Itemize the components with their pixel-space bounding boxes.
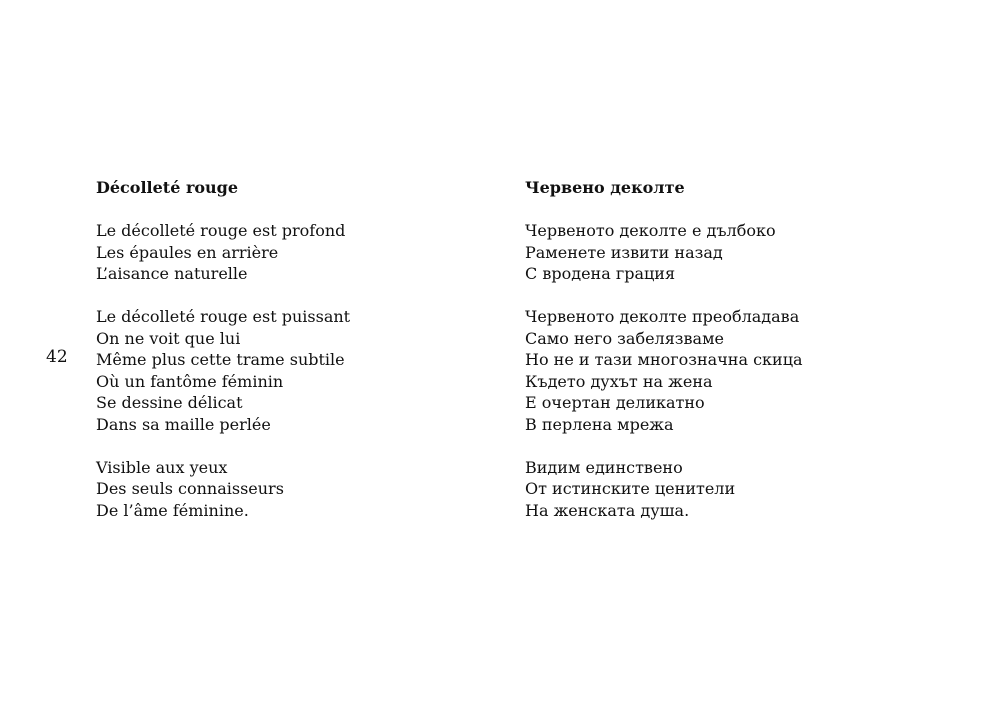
french-poem bbox=[96, 177, 516, 543]
poem-line: Même plus cette trame subtile bbox=[96, 350, 345, 369]
stanza bbox=[525, 220, 945, 285]
poem-line: Des seuls connaisseurs bbox=[96, 479, 284, 498]
poem-line: С вродена грация bbox=[525, 264, 676, 283]
poem-line: Червеното деколте преобладава bbox=[525, 307, 800, 326]
poem-line: Visible aux yeux bbox=[96, 457, 228, 477]
poem-line: Червеното деколте е дълбоко bbox=[525, 221, 776, 240]
poem-line: Se dessine délicat bbox=[96, 393, 243, 412]
stanza bbox=[96, 306, 516, 435]
poem-line: De l’âme féminine. bbox=[96, 500, 249, 520]
poem-line: Le décolleté rouge est profond bbox=[96, 221, 346, 240]
poem-line: Раменете извити назад bbox=[525, 242, 723, 262]
poem-line: Où un fantôme féminin bbox=[96, 371, 284, 391]
poem-line: От истинските ценители bbox=[525, 479, 736, 498]
poem-line: Само него забелязваме bbox=[525, 328, 724, 348]
poem-line: Dans sa maille perlée bbox=[96, 414, 271, 434]
stanza bbox=[525, 306, 945, 435]
poem-line: On ne voit que lui bbox=[96, 328, 241, 348]
poem-title-bulgarian: Червено деколте bbox=[525, 178, 685, 197]
poem-line: Е очертан деликатно bbox=[525, 393, 705, 412]
poem-line: В перлена мрежа bbox=[525, 414, 674, 434]
poem-line: Les épaules en arrière bbox=[96, 242, 279, 262]
stanza bbox=[525, 457, 945, 522]
poem-line: Видим единствено bbox=[525, 457, 683, 477]
poem-line: L’aisance naturelle bbox=[96, 264, 248, 283]
poem-title-french: Décolleté rouge bbox=[96, 178, 239, 197]
poem-line: Където духът на жена bbox=[525, 371, 713, 391]
poem-line: Le décolleté rouge est puissant bbox=[96, 307, 351, 326]
stanza bbox=[96, 220, 516, 285]
poem-line: На женската душа. bbox=[525, 500, 690, 520]
poem-line: Но не и тази многозначна скица bbox=[525, 350, 803, 369]
page-number: 42 bbox=[46, 347, 68, 367]
bulgarian-poem bbox=[525, 177, 945, 543]
stanza bbox=[96, 457, 516, 522]
